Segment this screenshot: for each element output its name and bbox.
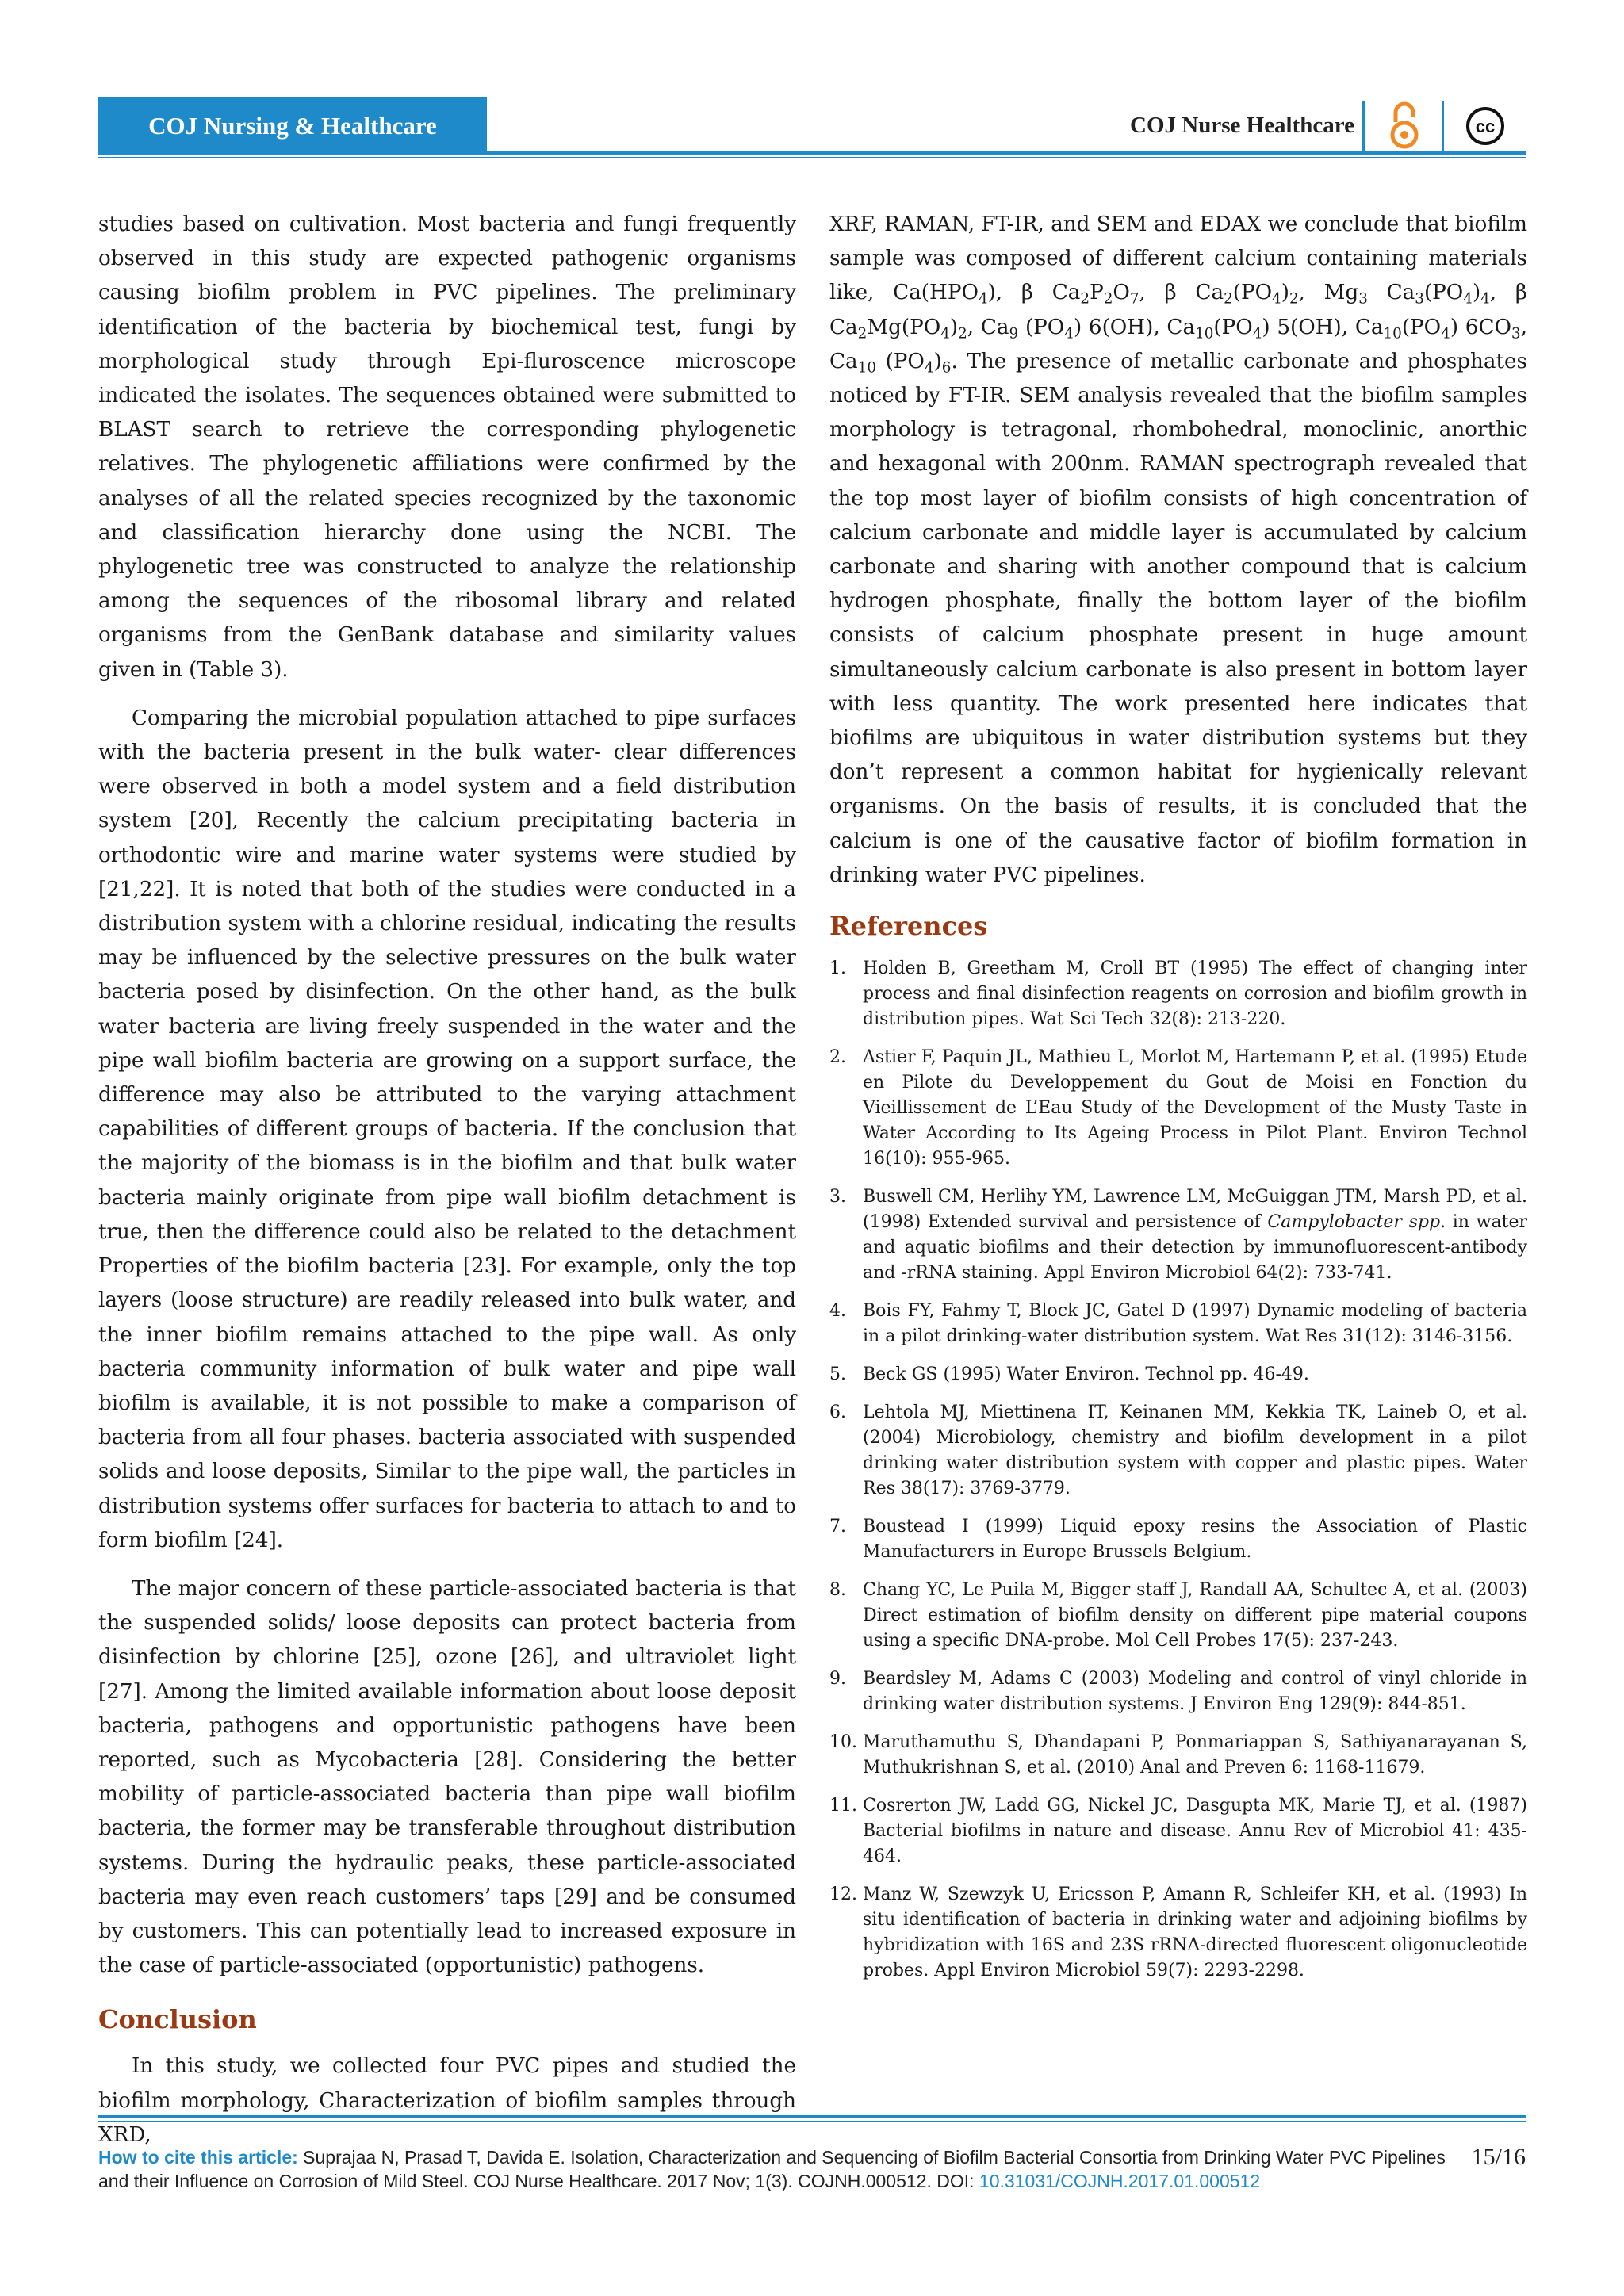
reference-item: 3. Buswell CM, Herlihy YM, Lawrence LM, McGuiggan JTM, Marsh PD, et al. (1998) Extended survival and persistence of Campylobacter spp. in water and aquatic biofilms and their detection by immunofluorescent-antibody and -rRNA staining. Appl Environ Microbiol 64(2): 733-741. xyxy=(829,1187,1527,1284)
footer-rule-thin xyxy=(98,2121,1526,2122)
open-access-icon xyxy=(1386,100,1423,151)
right-column xyxy=(829,208,1527,1996)
reference-list xyxy=(829,956,1527,1984)
header-rule xyxy=(98,151,1526,155)
page-number: 15/16 xyxy=(1471,2144,1526,2170)
creative-commons-icon xyxy=(1465,106,1505,146)
body-paragraph: Comparing the microbial population attached to pipe surfaces with the bacteria present in the bulk water- clear differences were observed in both a model system and a field distribution system [20], Recently the calcium precipitating bacteria in orthodontic wire and marine water systems were studied by [21,22]. It is noted that both of the studies were conducted in a distribution system with a chlorine residual, indicating the results may be influenced by the selective pressures on the bulk water bacteria posed by disinfection. On the other hand, as the bulk water bacteria are living freely suspended in the water and the pipe wall biofilm bacteria are growing on a support surface, the difference may also be attributed to the varying attachment capabilities of different groups of bacteria. If the conclusion that the majority of the biomass is in the biofilm and that bulk water bacteria mainly originate from pipe wall biofilm detachment is true, then the difference could also be related to the detachment Properties of the biofilm bacteria [23]. For example, only the top layers (loose structure) are readily released into bulk water, and the inner biofilm remains attached to the pipe wall. As only bacteria community information of bulk water and pipe wall biofilm is available, it is not possible to make a comparison of bacteria from all four phases. bacteria associated with suspended solids and loose deposits, Similar to the pipe wall, the particles in distribution systems offer surfaces for bacteria to attach to and to form biofilm [24]. xyxy=(98,706,796,1552)
header-divider xyxy=(1362,101,1365,151)
doi-link[interactable]: 10.31031/COJNH.2017.01.000512 xyxy=(979,2171,1261,2191)
reference-item: 7. Boustead I (1999) Liquid epoxy resins the Association of Plastic Manufacturers in Europe Brussels Belgium. xyxy=(829,1517,1527,1563)
body-paragraph: In this study, we collected four PVC pipes and studied the biofilm morphology, Characterization of biofilm samples through XRD, xyxy=(98,2054,796,2147)
citation-text: Suprajaa N, Prasad T, Davida E. Isolation, Characterization and Sequencing of Biofilm Bacterial Consortia from Drinking Water PVC Pipelines and their Influence on Corrosion of Mild Steel. COJ Nurse Healthcare. 2017 Nov; 1(3). COJNH.000512. DOI: xyxy=(98,2147,1446,2191)
journal-name-tab: COJ Nursing & Healthcare xyxy=(98,97,487,155)
citation-label: How to cite this article: xyxy=(98,2147,298,2168)
left-column xyxy=(98,208,796,2152)
conclusion-text-continued: presence of metallic carbonate and phosphates noticed by FT-IR. SEM analysis revealed that the biofilm samples morphology is tetragonal, rhombohedral, monoclinic, anorthic and hexagonal with 200nm. RAMAN spectrograph revealed that the top most layer of biofilm consists of high concentration of calcium carbonate and middle layer is accumulated by calcium carbonate and sharing with another compound that is calcium hydrogen phosphate, finally the bottom layer of the biofilm consists of calcium phosphate present in huge amount simultaneously calcium carbonate is also present in bottom layer with less quantity. The work presented here indicates that biofilms are ubiquitous in water distribution systems but they don’t represent a common habitat for hygienically relevant organisms. On the basis of results, it is concluded that the calcium is one of the causative factor of biofilm formation in drinking water PVC pipelines. xyxy=(829,349,1527,887)
body-paragraph: studies based on cultivation. Most bacteria and fungi frequently observed in this study are expected pathogenic organisms causing biofilm problem in PVC pipelines. The preliminary identification of the bacteria by biochemical test, fungi by morphological study through Epi-fluroscence microscope indicated the isolates. The sequences obtained were submitted to BLAST search to retrieve the corresponding phylogenetic relatives. The phylogenetic affiliations were confirmed by the analyses of all the related species recognized by the taxonomic and classification hierarchy done using the NCBI. The phylogenetic tree was constructed to analyze the relationship among the sequences of the ribosomal library and related organisms from the GenBank database and similarity values given in (Table 3). xyxy=(98,212,796,682)
header-divider xyxy=(1442,101,1444,151)
citation-block xyxy=(98,2145,1446,2193)
reference-item: 5. Beck GS (1995) Water Environ. Technol pp. 46-49. xyxy=(829,1364,1309,1385)
reference-item: 12. Manz W, Szewzyk U, Ericsson P, Amann R, Schleifer KH, et al. (1993) In situ identification of bacteria in drinking water and adjoining biofilms by hybridization with 16S and 23S rRNA-directed fluorescent oligonucleotide probes. Appl Environ Microbiol 59(7): 2293-2298. xyxy=(829,1885,1527,1981)
journal-abbreviation: COJ Nurse Healthcare xyxy=(1130,113,1354,138)
reference-item: 9. Beardsley M, Adams C (2003) Modeling and control of vinyl chloride in drinking water distribution systems. J Environ Eng 129(9): 844-851. xyxy=(829,1669,1527,1715)
footer-rule xyxy=(98,2115,1526,2118)
reference-item: 2. Astier F, Paquin JL, Mathieu L, Morlot M, Hartemann P, et al. (1995) Etude en Pilote du Developpement du Gout de Moisi en Fonction du Vieillissement de L’Eau Study of the Development of the Musty Taste in Water According to Its Ageing Process in Pilot Plant. Environ Technol 16(10): 955-965. xyxy=(829,1047,1527,1169)
svg-text:cc: cc xyxy=(1475,117,1496,136)
references-heading: References xyxy=(829,911,988,942)
reference-item: 11. Cosrerton JW, Ladd GG, Nickel JC, Dasgupta MK, Marie TJ, et al. (1987) Bacterial biofilms in nature and disease. Annu Rev of Microbiol 41: 435-464. xyxy=(829,1796,1527,1867)
reference-item: 8. Chang YC, Le Puila M, Bigger staff J, Randall AA, Schultec A, et al. (2003) Direct estimation of biofilm density on different pipe material coupons using a specific DNA-probe. Mol Cell Probes 17(5): 237-243. xyxy=(829,1580,1527,1651)
reference-item: 10. Maruthamuthu S, Dhandapani P, Ponmariappan S, Sathiyanarayanan S, Muthukrishnan S, et al. (2010) Anal and Preven 6: 1168-11679. xyxy=(829,1732,1527,1778)
header-rule-thin xyxy=(98,157,1526,158)
body-paragraph: XRF, RAMAN, FT-IR, and SEM and EDAX we conclude that biofilm sample was composed of different calcium containing materials like, $Ca(HPO_4)$, β $Ca_2P_2O_7$, β $Ca_2(PO_4)_2$, $Mg_3$ $Ca_3(PO_4)_4$, β $Ca_2Mg(PO_4)_2$, $Ca_9$ $(PO_4)$ 6(OH), $Ca_{10}(PO_4)$ 5(OH), $Ca_{10}(PO_4)$ $6CO_3$, $Ca_{10}$ $(PO_4)_6$. The presence of metallic carbonate and phosphates noticed by FT-IR. SEM analysis revealed that the biofilm samples morphology is tetragonal, rhombohedral, monoclinic, anorthic and hexagonal with 200nm. RAMAN spectrograph revealed that the top most layer of biofilm consists of high concentration of calcium carbonate and middle layer is accumulated by calcium carbonate and sharing with another compound that is calcium hydrogen phosphate, finally the bottom layer of the biofilm consists of calcium phosphate present in huge amount simultaneously calcium carbonate is also present in bottom layer with less quantity. The work presented here indicates that biofilms are ubiquitous in water distribution systems but they don’t represent a common habitat for hygienically relevant organisms. On the basis of results, it is concluded that the calcium is one of the causative factor of biofilm formation in drinking water PVC pipelines. xyxy=(829,212,1528,887)
conclusion-text: XRF, RAMAN, FT-IR, and SEM and EDAX we conclude that biofilm sample was composed of different calcium containing materials like, Ca(HPO xyxy=(829,212,1527,305)
body-paragraph: The major concern of these particle-associated bacteria is that the suspended solids/ loose deposits can protect bacteria from disinfection by chlorine [25], ozone [26], and ultraviolet light [27]. Among the limited available information about loose deposit bacteria, pathogens and opportunistic pathogens have been reported, such as Mycobacteria [28]. Considering the better mobility of particle-associated bacteria than pipe wall biofilm bacteria, the former may be transferable throughout distribution systems. During the hydraulic peaks, these particle-associated bacteria may even reach customers’ taps [29] and be consumed by customers. This can potentially lead to increased exposure in the case of particle-associated (opportunistic) pathogens. xyxy=(98,1576,796,1978)
reference-item: 4. Bois FY, Fahmy T, Block JC, Gatel D (1997) Dynamic modeling of bacteria in a pilot drinking-water distribution system. Wat Res 31(12): 3146-3156. xyxy=(829,1301,1527,1347)
conclusion-heading: Conclusion xyxy=(98,2004,257,2035)
reference-item: 1. Holden B, Greetham M, Croll BT (1995) The effect of changing inter process and final disinfection reagents on corrosion and biofilm growth in distribution pipes. Wat Sci Tech 32(8): 213-220. xyxy=(829,959,1527,1030)
reference-item: 6. Lehtola MJ, Miettinena IT, Keinanen MM, Kekkia TK, Laineb O, et al. (2004) Microbiology, chemistry and biofilm development in a pilot drinking water distribution system with copper and plastic pipes. Water Res 38(17): 3769-3779. xyxy=(829,1402,1527,1499)
